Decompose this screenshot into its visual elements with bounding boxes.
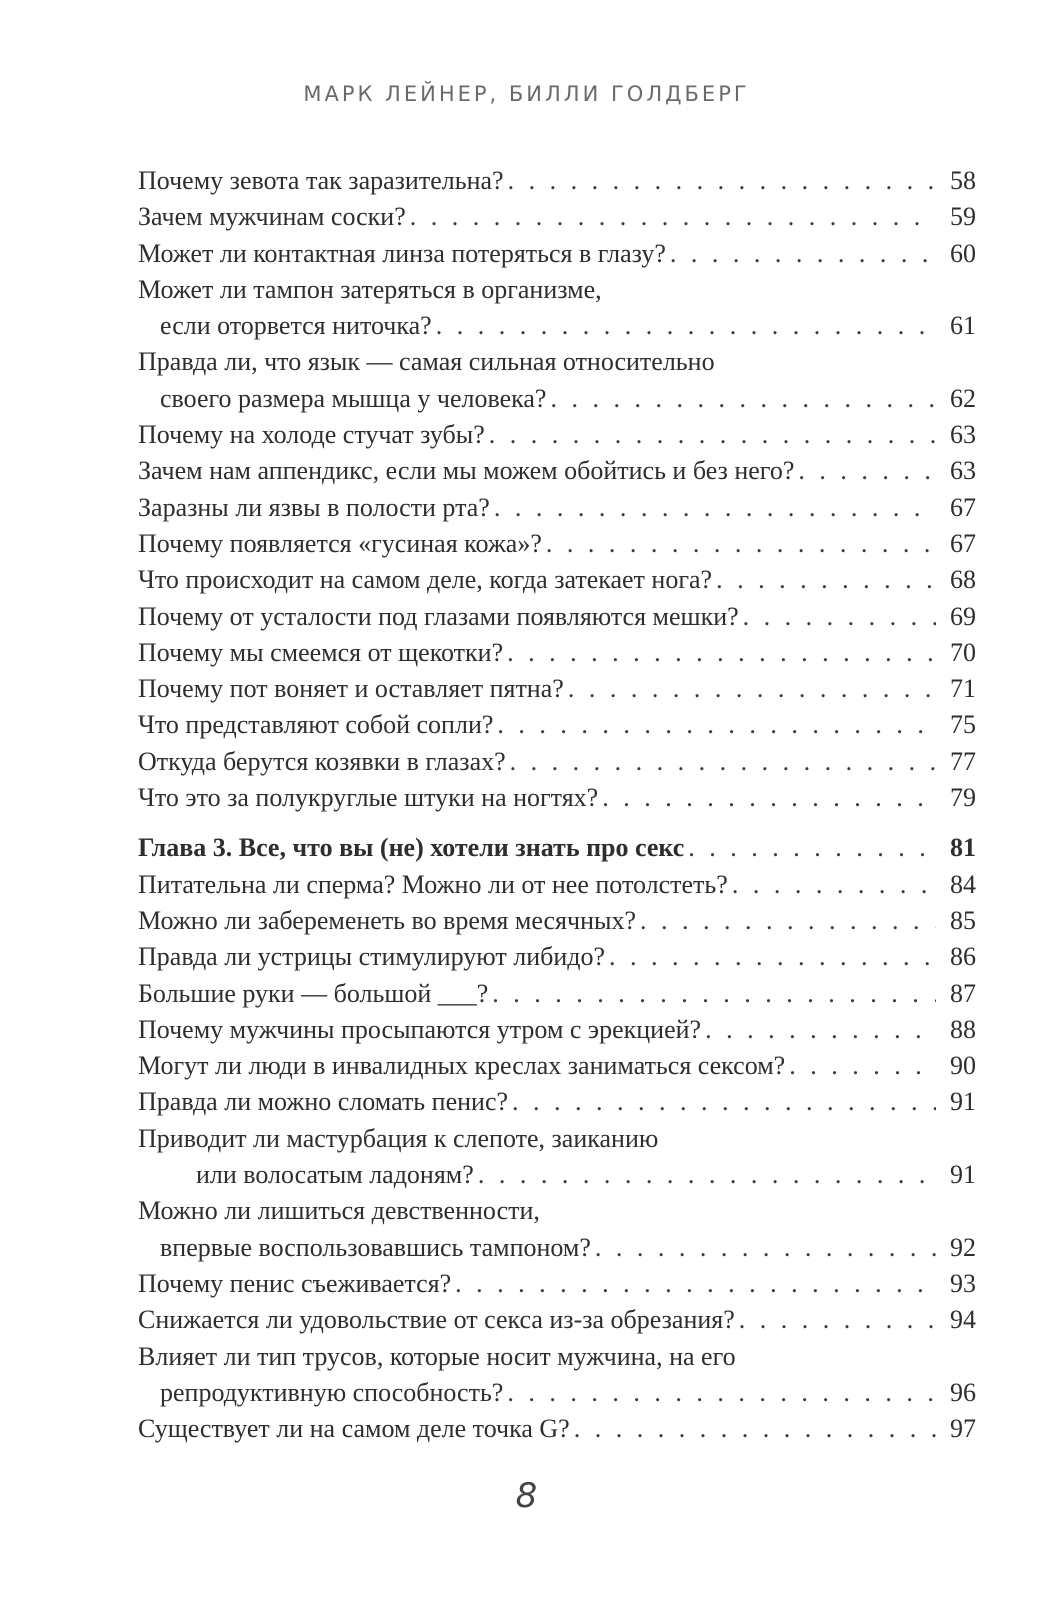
toc-line [138, 780, 976, 816]
toc-line [138, 1121, 976, 1157]
toc-line [138, 707, 976, 743]
toc-entry [138, 671, 976, 707]
toc-entry [138, 1012, 976, 1048]
dot-leader [410, 199, 936, 235]
toc-page-number: 91 [950, 1087, 976, 1117]
toc-entry [138, 1193, 976, 1266]
toc-page-number: 70 [950, 637, 976, 667]
dot-leader [568, 671, 936, 707]
dot-leader [640, 903, 936, 939]
toc-entry [138, 1084, 976, 1120]
dot-leader [494, 490, 936, 526]
toc-line [138, 272, 976, 308]
toc-entry-title: Почему зевота так заразительна? [138, 166, 504, 195]
toc-entry-title: Почему мы смеемся от щекотки? [138, 637, 504, 667]
toc-entry [138, 903, 976, 939]
dot-leader [508, 163, 936, 199]
toc-entry [138, 707, 976, 743]
toc-entry-title: Глава 3. Все, что вы (не) хотели знать про секс [138, 833, 685, 863]
toc-page-number: 77 [950, 746, 976, 776]
toc-page-number: 90 [950, 1051, 976, 1081]
toc-entry [138, 976, 976, 1012]
toc-line [138, 1230, 976, 1266]
toc-entry-title: Откуда берутся козявки в глазах? [138, 746, 506, 776]
toc-page-number: 91 [950, 1160, 976, 1190]
toc-entry [138, 236, 976, 272]
toc-line [138, 1193, 976, 1229]
toc-page-number: 61 [950, 311, 976, 341]
toc-chapter-heading [138, 830, 976, 866]
toc-entry [138, 867, 976, 903]
toc-page-number: 79 [950, 783, 976, 813]
toc-entry-title: репродуктивную способность? [160, 1377, 504, 1407]
toc-line [138, 976, 976, 1012]
toc-page-number: 67 [950, 528, 976, 558]
toc-page-number: 69 [950, 601, 976, 631]
toc-entry [138, 562, 976, 598]
toc-line [138, 1084, 976, 1120]
dot-leader [478, 1157, 936, 1193]
toc-entry [138, 526, 976, 562]
dot-leader [455, 1266, 936, 1302]
toc-page-number: 86 [950, 942, 976, 972]
toc-page-number: 93 [950, 1268, 976, 1298]
toc-line [138, 939, 976, 975]
toc-page-number: 59 [950, 202, 976, 232]
toc-line [138, 163, 976, 199]
toc-entry [138, 1121, 976, 1194]
toc-page-number: 60 [950, 238, 976, 268]
toc-entry-title: Можно ли лишиться девственности, [138, 1196, 540, 1226]
toc-line [138, 236, 976, 272]
toc-entry-title: Большие руки — большой ___? [138, 978, 489, 1008]
page-number: 8 [515, 1476, 538, 1516]
toc-entry [138, 453, 976, 489]
dot-leader [705, 1012, 936, 1048]
toc-page-number: 71 [950, 674, 976, 704]
toc-page-number: 94 [950, 1305, 976, 1335]
toc-entry-title: Почему появляется «гусиная кожа»? [138, 528, 542, 558]
toc-entry [138, 599, 976, 635]
toc-entry-title: Правда ли устрицы стимулируют либидо? [138, 942, 606, 972]
toc-entry-title: Могут ли люди в инвалидных креслах заниматься сексом? [138, 1051, 786, 1081]
toc-line [138, 903, 976, 939]
toc-line [138, 1012, 976, 1048]
toc-page-number: 63 [950, 420, 976, 450]
toc-page-number: 88 [950, 1014, 976, 1044]
toc-page-number: 87 [950, 978, 976, 1008]
toc-entry-title: Почему пенис съеживается? [138, 1268, 452, 1298]
toc-entry-title: Правда ли, что язык — самая сильная относительно [138, 347, 715, 377]
toc-page-number: 63 [950, 456, 976, 486]
toc-entry [138, 1339, 976, 1412]
dot-leader [497, 707, 936, 743]
toc-entry [138, 1048, 976, 1084]
toc-line [138, 526, 976, 562]
dot-leader [507, 1375, 936, 1411]
table-of-contents [138, 163, 976, 1447]
dot-leader [512, 1084, 936, 1120]
toc-line [138, 671, 976, 707]
toc-entry-title: Питательна ли сперма? Можно ли от нее потолстеть? [138, 869, 728, 899]
toc-page-number: 97 [950, 1414, 976, 1444]
toc-line [138, 1266, 976, 1302]
toc-line [138, 562, 976, 598]
toc-line [138, 344, 976, 380]
dot-leader [510, 744, 936, 780]
toc-line [138, 867, 976, 903]
toc-page-number: 85 [950, 905, 976, 935]
toc-line [138, 599, 976, 635]
toc-entry-title: впервые воспользовавшись тампоном? [160, 1232, 591, 1262]
dot-leader [732, 867, 936, 903]
dot-leader [743, 599, 936, 635]
toc-line [138, 1375, 976, 1411]
dot-leader [670, 236, 936, 272]
toc-entry-title: Существует ли на самом деле точка G? [138, 1414, 570, 1444]
toc-entry-title: Правда ли можно сломать пенис? [138, 1087, 509, 1117]
dot-leader [595, 1230, 936, 1266]
toc-entry-title: Что происходит на самом деле, когда затекает нога? [138, 565, 713, 595]
dot-leader [574, 1411, 936, 1447]
dot-leader [436, 308, 936, 344]
toc-entry [138, 744, 976, 780]
dot-leader [489, 417, 936, 453]
toc-line [138, 308, 976, 344]
toc-entry-title: Что это за полукруглые штуки на ногтях? [138, 783, 599, 813]
toc-line [138, 1411, 976, 1447]
toc-page-number: 81 [950, 833, 976, 863]
toc-entry [138, 939, 976, 975]
toc-entry-title: Почему от усталости под глазами появляются мешки? [138, 601, 739, 631]
toc-entry [138, 199, 976, 235]
toc-entry [138, 780, 976, 816]
toc-page-number: 75 [950, 710, 976, 740]
dot-leader [507, 635, 936, 671]
toc-line [138, 490, 976, 526]
toc-entry-title: Почему мужчины просыпаются утром с эрекцией? [138, 1014, 702, 1044]
running-head: МАРК ЛЕЙНЕР, БИЛЛИ ГОЛДБЕРГ [303, 82, 750, 106]
toc-entry-title: своего размера мышца у человека? [160, 383, 547, 413]
toc-entry [138, 1266, 976, 1302]
dot-leader [492, 976, 936, 1012]
dot-leader [716, 562, 936, 598]
toc-entry-title: Может ли тампон затеряться в организме, [138, 274, 602, 304]
toc-line [138, 381, 976, 417]
dot-leader [550, 381, 936, 417]
dot-leader [789, 1048, 936, 1084]
dot-leader [602, 780, 936, 816]
toc-entry [138, 1302, 976, 1338]
toc-entry [138, 344, 976, 417]
toc-line [138, 199, 976, 235]
toc-page-number: 62 [950, 383, 976, 413]
toc-page-number: 84 [950, 869, 976, 899]
dot-leader [688, 830, 936, 866]
toc-entry-title: Может ли контактная линза потеряться в глазу? [138, 238, 666, 268]
toc-entry-title: Зачем мужчинам соски? [138, 202, 406, 232]
dot-leader [609, 939, 936, 975]
toc-page-number: 68 [950, 565, 976, 595]
toc-line [138, 1339, 976, 1375]
dot-leader [546, 526, 936, 562]
toc-entry-title: Приводит ли мастурбация к слепоте, заиканию [138, 1123, 659, 1153]
toc-entry [138, 635, 976, 671]
toc-entry-title: Заразны ли язвы в полости рта? [138, 492, 490, 522]
toc-entry-title: если оторвется ниточка? [160, 311, 432, 341]
toc-page-number: 58 [950, 166, 976, 195]
toc-entry-title: Почему на холоде стучат зубы? [138, 420, 485, 450]
toc-entry [138, 272, 976, 345]
dot-leader [798, 453, 936, 489]
toc-entry-title: или волосатым ладоням? [196, 1160, 474, 1190]
toc-page-number: 96 [950, 1377, 976, 1407]
toc-line [138, 635, 976, 671]
toc-entry-title: Снижается ли удовольствие от секса из-за обрезания? [138, 1305, 735, 1335]
toc-line [138, 417, 976, 453]
toc-entry-title: Почему пот воняет и оставляет пятна? [138, 674, 564, 704]
toc-line [138, 830, 976, 866]
toc-line [138, 1048, 976, 1084]
dot-leader [739, 1302, 936, 1338]
toc-entry [138, 490, 976, 526]
toc-line [138, 1157, 976, 1193]
toc-entry [138, 417, 976, 453]
toc-page-number: 67 [950, 492, 976, 522]
toc-entry [138, 1411, 976, 1447]
toc-line [138, 1302, 976, 1338]
toc-entry-title: Влияет ли тип трусов, которые носит мужчина, на его [138, 1341, 736, 1371]
toc-line [138, 453, 976, 489]
toc-page-number: 92 [950, 1232, 976, 1262]
toc-line [138, 744, 976, 780]
toc-entry-title: Можно ли забеременеть во время месячных? [138, 905, 636, 935]
toc-entry-title: Зачем нам аппендикс, если мы можем обойтись и без него? [138, 456, 795, 486]
toc-entry [138, 163, 976, 199]
toc-entry-title: Что представляют собой сопли? [138, 710, 494, 740]
